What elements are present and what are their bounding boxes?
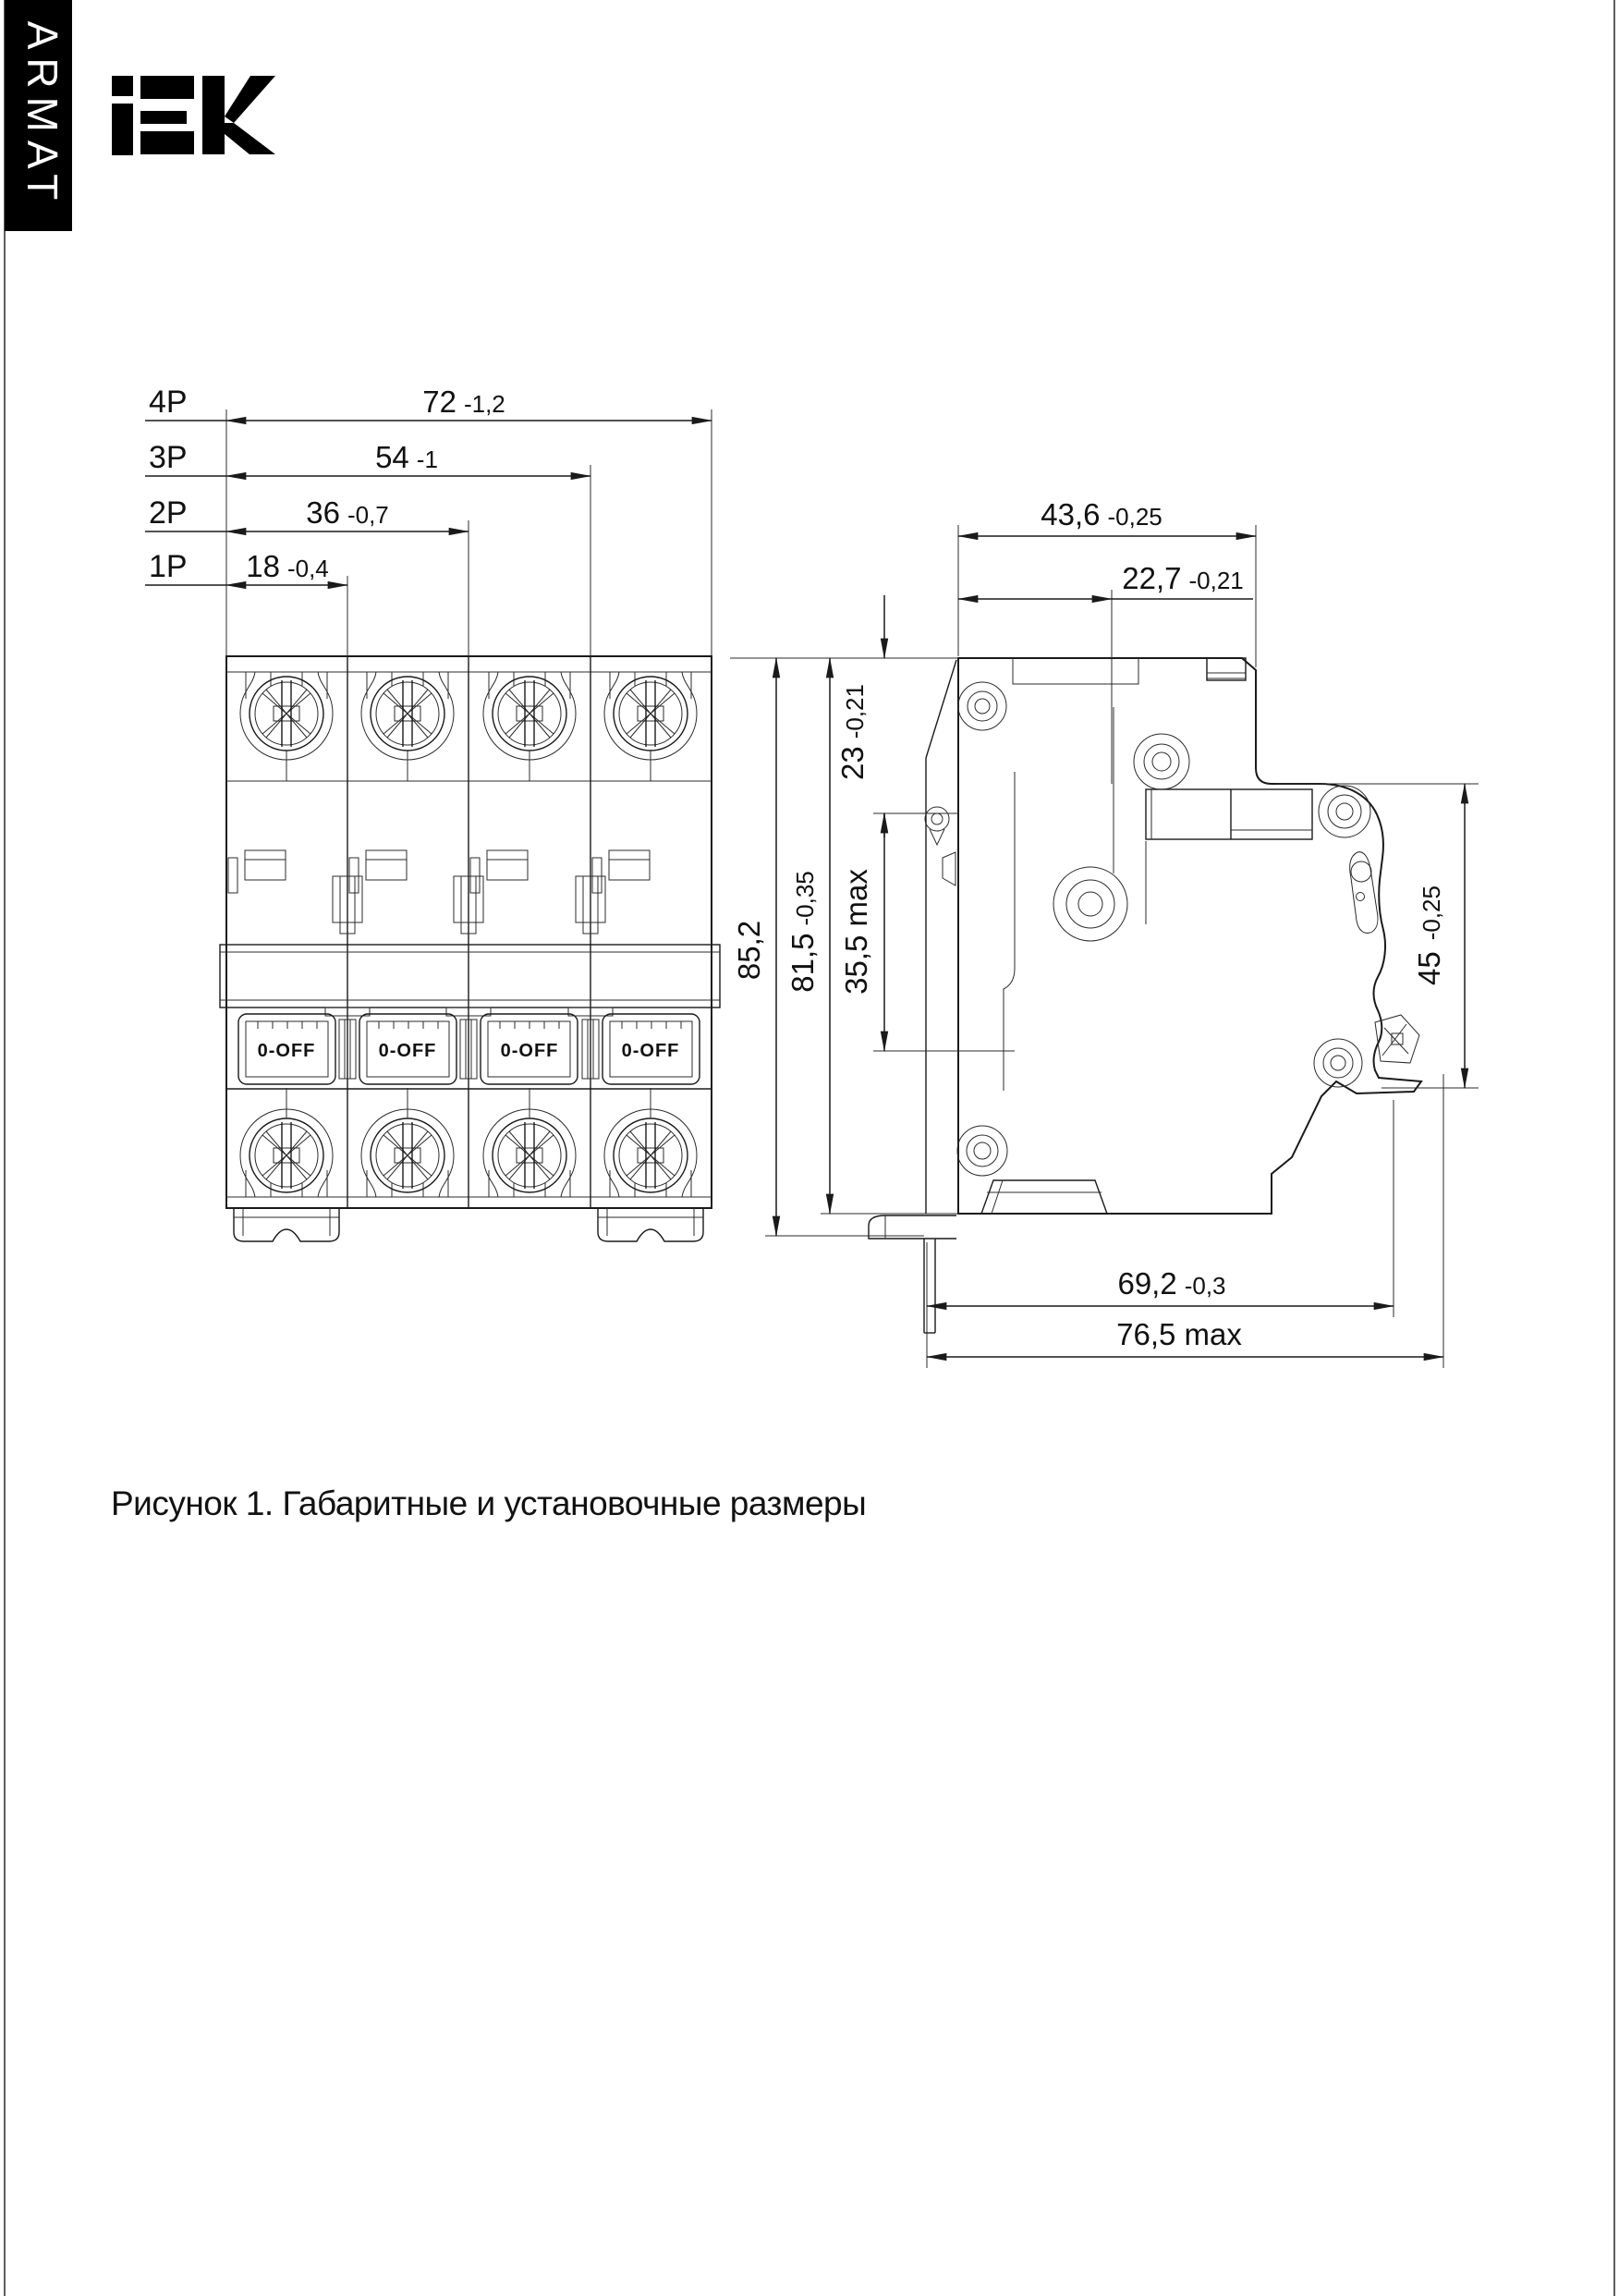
- din-foot: [234, 1208, 339, 1241]
- logo-k-stem: [202, 76, 225, 154]
- dim-height-23: [835, 595, 884, 837]
- handle-off-label: 0-OFF: [378, 1041, 437, 1061]
- dim-value: 35,5 max: [839, 869, 873, 995]
- terminal-screw: [361, 672, 454, 781]
- terminal-screw: [240, 1088, 333, 1197]
- terminal-screw: [604, 1088, 697, 1197]
- dim-value: 81,5-0,35: [785, 871, 820, 993]
- wire-clamp: [470, 850, 528, 893]
- din-foot: [598, 1208, 703, 1241]
- dim-2p-36: [145, 495, 469, 531]
- dim-value: 54 -1: [375, 440, 438, 474]
- rail-foot: [981, 1180, 1107, 1214]
- front-crossbar: [220, 945, 720, 1016]
- dim-value: 45-0,25: [1412, 885, 1446, 985]
- dim-value: 85,2: [732, 920, 766, 981]
- side-body-outline: [958, 658, 1421, 1214]
- logo-e-top: [140, 76, 194, 99]
- logo-i-stem: [112, 104, 133, 155]
- terminal-screw: [483, 1088, 576, 1197]
- dim-value: 69,2 -0,3: [1117, 1266, 1226, 1301]
- dim-value: 43,6 -0,25: [1041, 497, 1163, 531]
- dim-value: 36 -0,7: [306, 495, 389, 530]
- din-rail-window: [1146, 789, 1312, 839]
- side-view: [869, 658, 1421, 1333]
- logo-k-upper: [225, 76, 275, 123]
- front-view-dimensions: [145, 385, 712, 656]
- front-view: [220, 656, 720, 1241]
- pole-count-label: 4P: [149, 385, 188, 420]
- figure-caption: Рисунок 1. Габаритные и установочные размеры: [111, 1484, 867, 1522]
- handle-off-label: 0-OFF: [621, 1041, 680, 1061]
- dim-depth-43-6: [958, 497, 1256, 536]
- wire-clamp: [592, 850, 650, 893]
- trip-lever: [1350, 852, 1378, 934]
- dim-value: 18 -0,4: [246, 549, 329, 583]
- dim-depth-22-7: [958, 561, 1253, 599]
- rear-terminal-tab: [1207, 658, 1246, 680]
- dim-value: 23-0,21: [835, 684, 870, 780]
- dim-height-81-5: [785, 658, 830, 1214]
- terminal-screw: [483, 672, 576, 781]
- dim-value: 76,5 max: [1116, 1317, 1242, 1351]
- logo-e-mid: [140, 111, 187, 124]
- handle-off-label: 0-OFF: [257, 1041, 316, 1061]
- dim-value: 72 -1,2: [422, 385, 505, 419]
- wire-clamp: [349, 850, 407, 893]
- dim-1p-18: [145, 549, 347, 585]
- pole-count-label: 3P: [149, 440, 188, 475]
- screw-bosses: [957, 682, 1370, 1176]
- logo-e-bottom: [140, 131, 194, 154]
- terminal-screw: [604, 672, 697, 781]
- dim-height-35-5: [839, 813, 884, 1051]
- pole-count-label: 1P: [149, 549, 188, 584]
- dim-din-45: [1412, 784, 1465, 1088]
- dim-height-85-2: [732, 658, 776, 1236]
- wire-clamp: [228, 850, 286, 893]
- logo-i-dot: [112, 76, 133, 96]
- dim-3p-54: [145, 440, 590, 476]
- armat-tab-label: ARMAT: [18, 20, 67, 209]
- terminal-screw: [240, 672, 333, 781]
- dim-bottom-76-5: [927, 1317, 1443, 1357]
- logo-k-lower: [225, 123, 275, 154]
- iek-logo: [112, 76, 275, 155]
- dim-value: 22,7 -0,21: [1122, 561, 1244, 595]
- din-latch: [869, 660, 956, 1333]
- dim-4p-72: [145, 385, 712, 421]
- dim-bottom-69-2: [927, 1266, 1394, 1306]
- pole-count-label: 2P: [149, 495, 188, 531]
- brand-tab: [5, 0, 72, 231]
- terminal-screw: [361, 1088, 454, 1197]
- handle-off-label: 0-OFF: [500, 1041, 559, 1061]
